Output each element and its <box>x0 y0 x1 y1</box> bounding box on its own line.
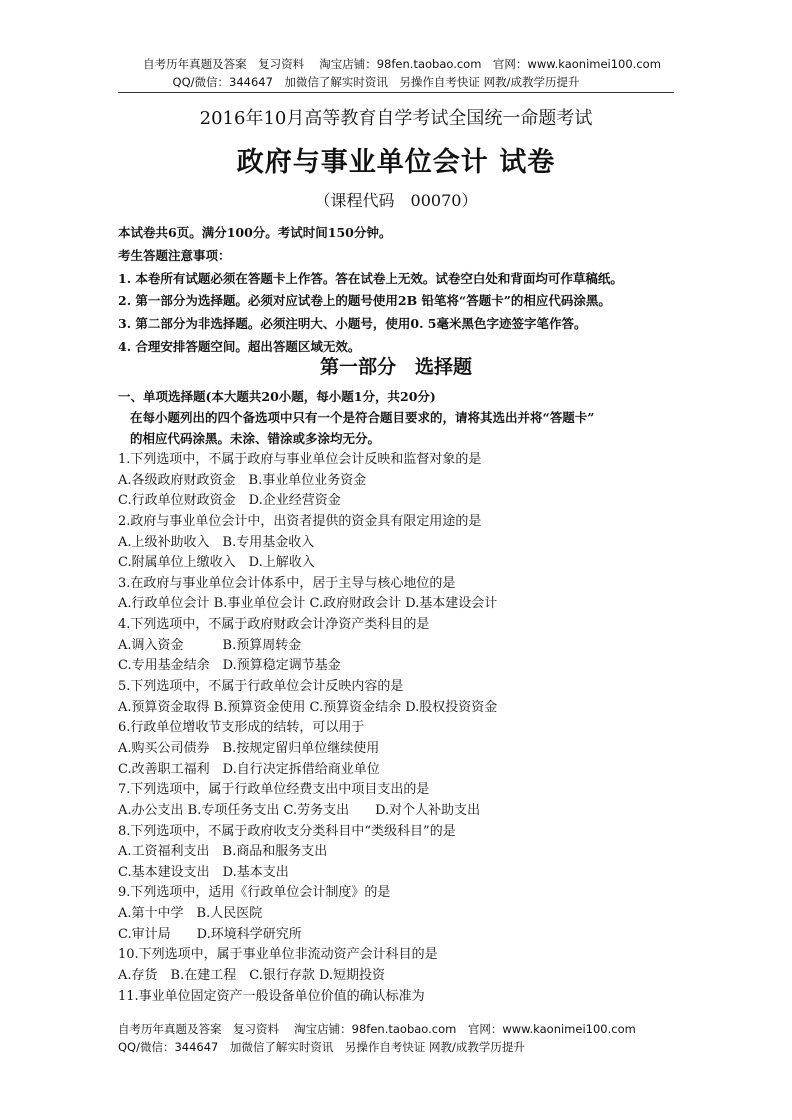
note-line: 本试卷共6页。满分100分。考试时间150分钟。 <box>118 225 392 240</box>
question-line: C.审计局 D.环境科学研究所 <box>118 926 302 942</box>
note-line: 2. 第一部分为选择题。必须对应试卷上的题号使用2B 铅笔将“答题卡”的相应代码涂黑。 <box>118 293 611 309</box>
note-line: 3. 第二部分为非选择题。必须注明大、小题号，使用0. 5毫米黑色字迹签字笔作答。 <box>118 316 587 332</box>
question-line: A.调入资金 B.预算周转金 <box>118 637 302 653</box>
course-code: （课程代码 00070） <box>314 191 478 210</box>
question-line: A.购买公司债券 B.按规定留归单位继续使用 <box>118 740 380 756</box>
exam-title: 2016年10月高等教育自学考试全国统一命题考试 <box>199 108 593 129</box>
question-line: 7.下列选项中，属于行政单位经费支出中项目支出的是 <box>118 782 430 798</box>
header-divider <box>118 92 674 93</box>
question-list <box>118 450 497 1007</box>
part-title: 第一部分 选择题 <box>319 356 472 378</box>
note-line: 4. 合理安排答题空间。超出答题区域无效。 <box>118 338 361 354</box>
question-line: A.存货 B.在建工程 C.银行存款 D.短期投资 <box>118 968 386 984</box>
header-line-2: QQ/微信：344647 加微信了解实时资讯 另操作自考快证 网教/成教学历提升 <box>172 75 580 89</box>
question-line: 5.下列选项中，不属于行政单位会计反映内容的是 <box>118 679 404 695</box>
question-line: C.改善职工福利 D.自行决定拆借给商业单位 <box>118 761 380 777</box>
question-line: A.办公支出 B.专项任务支出 C.劳务支出 D.对个人补助支出 <box>118 802 481 818</box>
question-line: 4.下列选项中，不属于政府财政会计净资产类科目的是 <box>118 617 430 633</box>
section-heading: 一、单项选择题(本大题共20小题，每小题1分，共20分) <box>118 389 436 404</box>
page-header <box>0 55 792 91</box>
question-line: 1.下列选项中，不属于政府与事业单位会计反映和监督对象的是 <box>118 452 482 467</box>
exam-notes <box>118 222 623 359</box>
question-line: 9.下列选项中，适用《行政单位会计制度》的是 <box>118 885 391 901</box>
question-line: 11.事业单位固定资产一般设备单位价值的确认标准为 <box>118 988 425 1004</box>
page-footer <box>118 1020 636 1056</box>
question-line: 2.政府与事业单位会计中，出资者提供的资金具有限定用途的是 <box>118 513 482 529</box>
paper-title: 政府与事业单位会计 试卷 <box>236 147 556 178</box>
question-line: A.各级政府财政资金 B.事业单位业务资金 <box>118 472 367 488</box>
question-line: A.预算资金取得 B.预算资金使用 C.预算资金结余 D.股权投资资金 <box>118 699 498 715</box>
section-heading-block <box>118 387 594 449</box>
question-line: C.行政单位财政资金 D.企业经营资金 <box>118 493 341 509</box>
question-line: 8.下列选项中，不属于政府收支分类科目中“类级科目”的是 <box>118 823 456 839</box>
note-line: 考生答题注意事项： <box>118 247 231 263</box>
question-line: 3.在政府与事业单位会计体系中，居于主导与核心地位的是 <box>118 575 456 591</box>
question-line: A.第十中学 B.人民医院 <box>118 906 263 922</box>
section-instruction: 在每小题列出的四个备选项中只有一个是符合题目要求的，请将其选出并将“答题卡” <box>130 409 595 425</box>
question-line: A.工资福利支出 B.商品和服务支出 <box>118 844 328 860</box>
question-line: A.行政单位会计 B.事业单位会计 C.政府财政会计 D.基本建设会计 <box>118 596 498 612</box>
question-line: A.上级补助收入 B.专用基金收入 <box>118 534 315 550</box>
footer-line-2: QQ/微信：344647 加微信了解实时资讯 另操作自考快证 网教/成教学历提升 <box>118 1040 525 1054</box>
note-line: 1. 本卷所有试题必须在答题卡上作答。答在试卷上无效。试卷空白处和背面均可作草稿纸。 <box>118 270 623 286</box>
question-line: 6.行政单位增收节支形成的结转，可以用于 <box>118 720 365 736</box>
question-line: C.专用基金结余 D.预算稳定调节基金 <box>118 658 341 674</box>
section-instruction: 的相应代码涂黑。未涂、错涂或多涂均无分。 <box>130 430 381 446</box>
question-line: 10.下列选项中，属于事业单位非流动资产会计科目的是 <box>118 947 438 963</box>
footer-line-1: 自考历年真题及答案 复习资料 淘宝店铺：98fen.taobao.com 官网：www.kaonimei100.com <box>118 1022 636 1036</box>
question-line: C.基本建设支出 D.基本支出 <box>118 864 289 880</box>
question-line: C.附属单位上缴收入 D.上解收入 <box>118 555 315 571</box>
header-line-1: 自考历年真题及答案 复习资料 淘宝店铺：98fen.taobao.com 官网：www.kaonimei100.com <box>143 57 661 71</box>
